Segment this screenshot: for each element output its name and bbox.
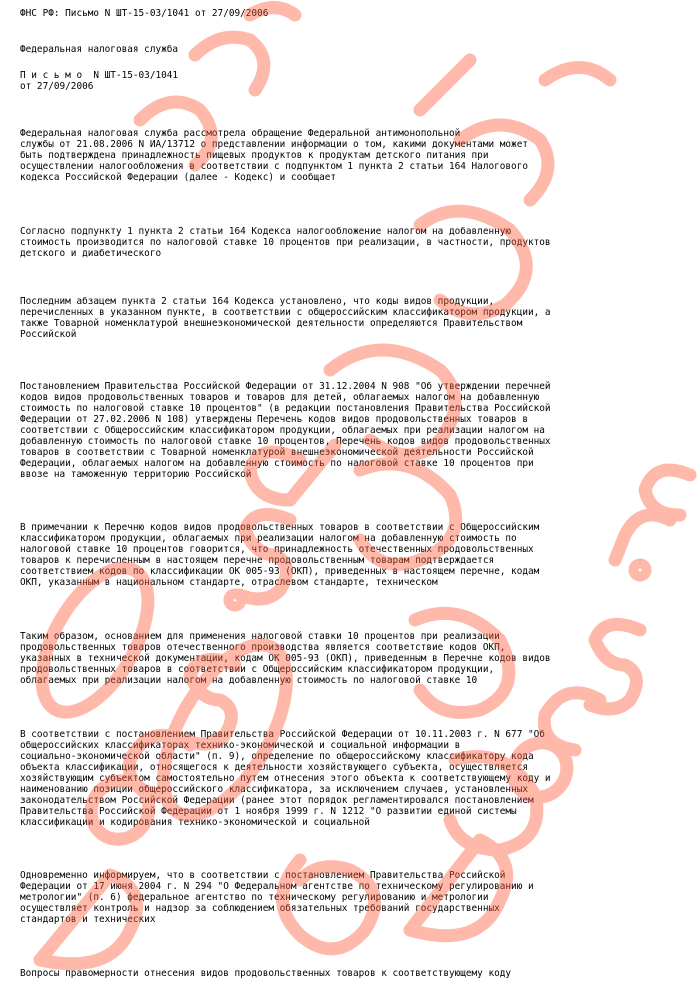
paragraph-line: продовольственных товаров отечественного производства является соответствие кодов ОКП, xyxy=(20,642,506,653)
paragraph-line: соответствии с Общероссийским классификатором продукции, облагаемых при реализации налогом на xyxy=(20,425,545,436)
paragraph-line: налоговой ставке 10 процентов говорится, что принадлежность отечественных продовольственных xyxy=(20,544,534,555)
paragraph-line: законодательством Российской Федерации (ранее этот порядок регламентировался постановлением xyxy=(20,795,534,806)
paragraph-line: Правительства Российской Федерации от 1 ноября 1999 г. N 1212 "О развитии единой системы xyxy=(20,806,517,817)
paragraph-line: продовольственных товаров в соответствии с Общероссийским классификатором продукции, xyxy=(20,664,495,675)
paragraph-line: Одновременно информируем, что в соответствии с постановлением Правительства Российской xyxy=(20,870,506,881)
paragraph-line: детского и диабетического xyxy=(20,248,162,259)
paragraph-line: Федерации от 17 июня 2004 г. N 294 "О Федеральном агентстве по техническому регулированию и xyxy=(20,881,534,892)
paragraph-line: осуществлении налогообложения в соответствии с подпунктом 1 пункта 2 статьи 164 Налогового xyxy=(20,161,528,172)
paragraph-line: наименованию позиции общероссийского классификатора, за исключением случаев, установленных xyxy=(20,784,528,795)
paragraph-line: облагаемых при реализации налогом на добавленную стоимость по налоговой ставке 10 xyxy=(20,675,478,686)
paragraph-line: ввозе на таможенную территорию Российской xyxy=(20,469,252,480)
letter-number: П и с ь м о N ШТ-15-03/1041 xyxy=(20,70,179,81)
document-header-line: ФНС РФ: Письмо N ШТ-15-03/1041 от 27/09/2006 xyxy=(20,8,269,19)
paragraph-line: Федерации от 27.02.2006 N 108) утверждены Перечень кодов видов продовольственных товаров в xyxy=(20,414,528,425)
paragraph-line: перечисленных в указанном пункте, в соответствии с общероссийским классификатором продукции, а xyxy=(20,307,551,318)
paragraph-line: Федерации, облагаемых налогом на добавленную стоимость по налоговой ставке 10 процентов при xyxy=(20,458,534,469)
paragraph-line: стоимость производится по налоговой ставке 10 процентов при реализации, в частности, продуктов xyxy=(20,237,551,248)
paragraph-line: классификатором продукции, облагаемых при реализации налогом на добавленную стоимость по xyxy=(20,533,517,544)
paragraph-line: объекта классификации, относящегося к деятельности хозяйствующего субъекта, осуществляется xyxy=(20,762,528,773)
paragraph-line: быть подтверждена принадлежность пищевых продуктов к продуктам детского питания при xyxy=(20,150,489,161)
paragraph-line: осуществляет контроль и надзор за соблюдением обязательных требований государственных xyxy=(20,903,500,914)
paragraph-line: соответствием кодов по классификации ОК 005-93 (ОКП), приведенных в настоящем перечне, кодам xyxy=(20,566,540,577)
paragraph-line: общероссийских классификаторах технико-экономической и социальной информации в xyxy=(20,740,461,751)
paragraph-line: Согласно подпункту 1 пункта 2 статьи 164 Кодекса налогообложение налогом на добавленную xyxy=(20,226,512,237)
paragraph-line: указанных в технической документации, кодам ОК 005-93 (ОКП), приведенным в Перечне кодов видов xyxy=(20,653,551,664)
paragraph-line: стандартов и технических xyxy=(20,914,156,925)
paragraph-line: добавленную стоимость по налоговой ставке 10 процентов, Перечень кодов видов продовольственных xyxy=(20,436,551,447)
paragraph-line: Вопросы правомерности отнесения видов продовольственных товаров к соответствующему коду xyxy=(20,968,512,979)
paragraph-line: Российской xyxy=(20,329,77,340)
paragraph-line: товаров к перечисленным в настоящем перечне продовольственным товарам подтверждается xyxy=(20,555,495,566)
paragraph-line: Последним абзацем пункта 2 статьи 164 Кодекса установлено, что коды видов продукции, xyxy=(20,296,495,307)
paragraph-line: В примечании к Перечню кодов видов продовольственных товаров в соответствии с Общероссийским xyxy=(20,522,540,533)
letter-date: от 27/09/2006 xyxy=(20,81,94,92)
paragraph-line: Постановлением Правительства Российской Федерации от 31.12.2004 N 908 "Об утверждении перечней xyxy=(20,381,551,392)
paragraph-line: классификации и кодирования технико-экономической и социальной xyxy=(20,817,370,828)
paragraph-line: хозяйствующим субъектом самостоятельно путем отнесения этого объекта к соответствующему коду и xyxy=(20,773,551,784)
paragraph-line: ОКП, указанным в национальном стандарте, отраслевом стандарте, техническом xyxy=(20,577,438,588)
paragraph-line: социально-экономической области" (п. 9), определение по общероссийскому классификатору кода xyxy=(20,751,534,762)
paragraph-line: стоимость по налоговой ставке 10 процентов" (в редакции постановления Правительства Российской xyxy=(20,403,551,414)
paragraph-line: Таким образом, основанием для применения налоговой ставки 10 процентов при реализации xyxy=(20,631,500,642)
paragraph-line: Федеральная налоговая служба рассмотрела обращение Федеральной антимонопольной xyxy=(20,128,461,139)
paragraph-line: метрологии" (п. 6) федеральное агентство по техническому регулированию и метрологии xyxy=(20,892,489,903)
paragraph-line: кодов видов продовольственных товаров и товаров для детей, облагаемых налогом на добавленную xyxy=(20,392,540,403)
issuer-name: Федеральная налоговая служба xyxy=(20,44,179,55)
paragraph-line: службы от 21.08.2006 N ИА/13712 о представлении информации о том, какими документами может xyxy=(20,139,528,150)
paragraph-line: кодекса Российской Федерации (далее - Кодекс) и сообщает xyxy=(20,172,337,183)
paragraph-line: также Товарной номенклатурой внешнеэкономической деятельности определяются Правительством xyxy=(20,318,523,329)
paragraph-line: товаров в соответствии с Товарной номенклатурой внешнеэкономической деятельности Российской xyxy=(20,447,534,458)
paragraph-line: В соответствии с постановлением Правительства Российской Федерации от 10.11.2003 г. N 677 "Об xyxy=(20,729,545,740)
